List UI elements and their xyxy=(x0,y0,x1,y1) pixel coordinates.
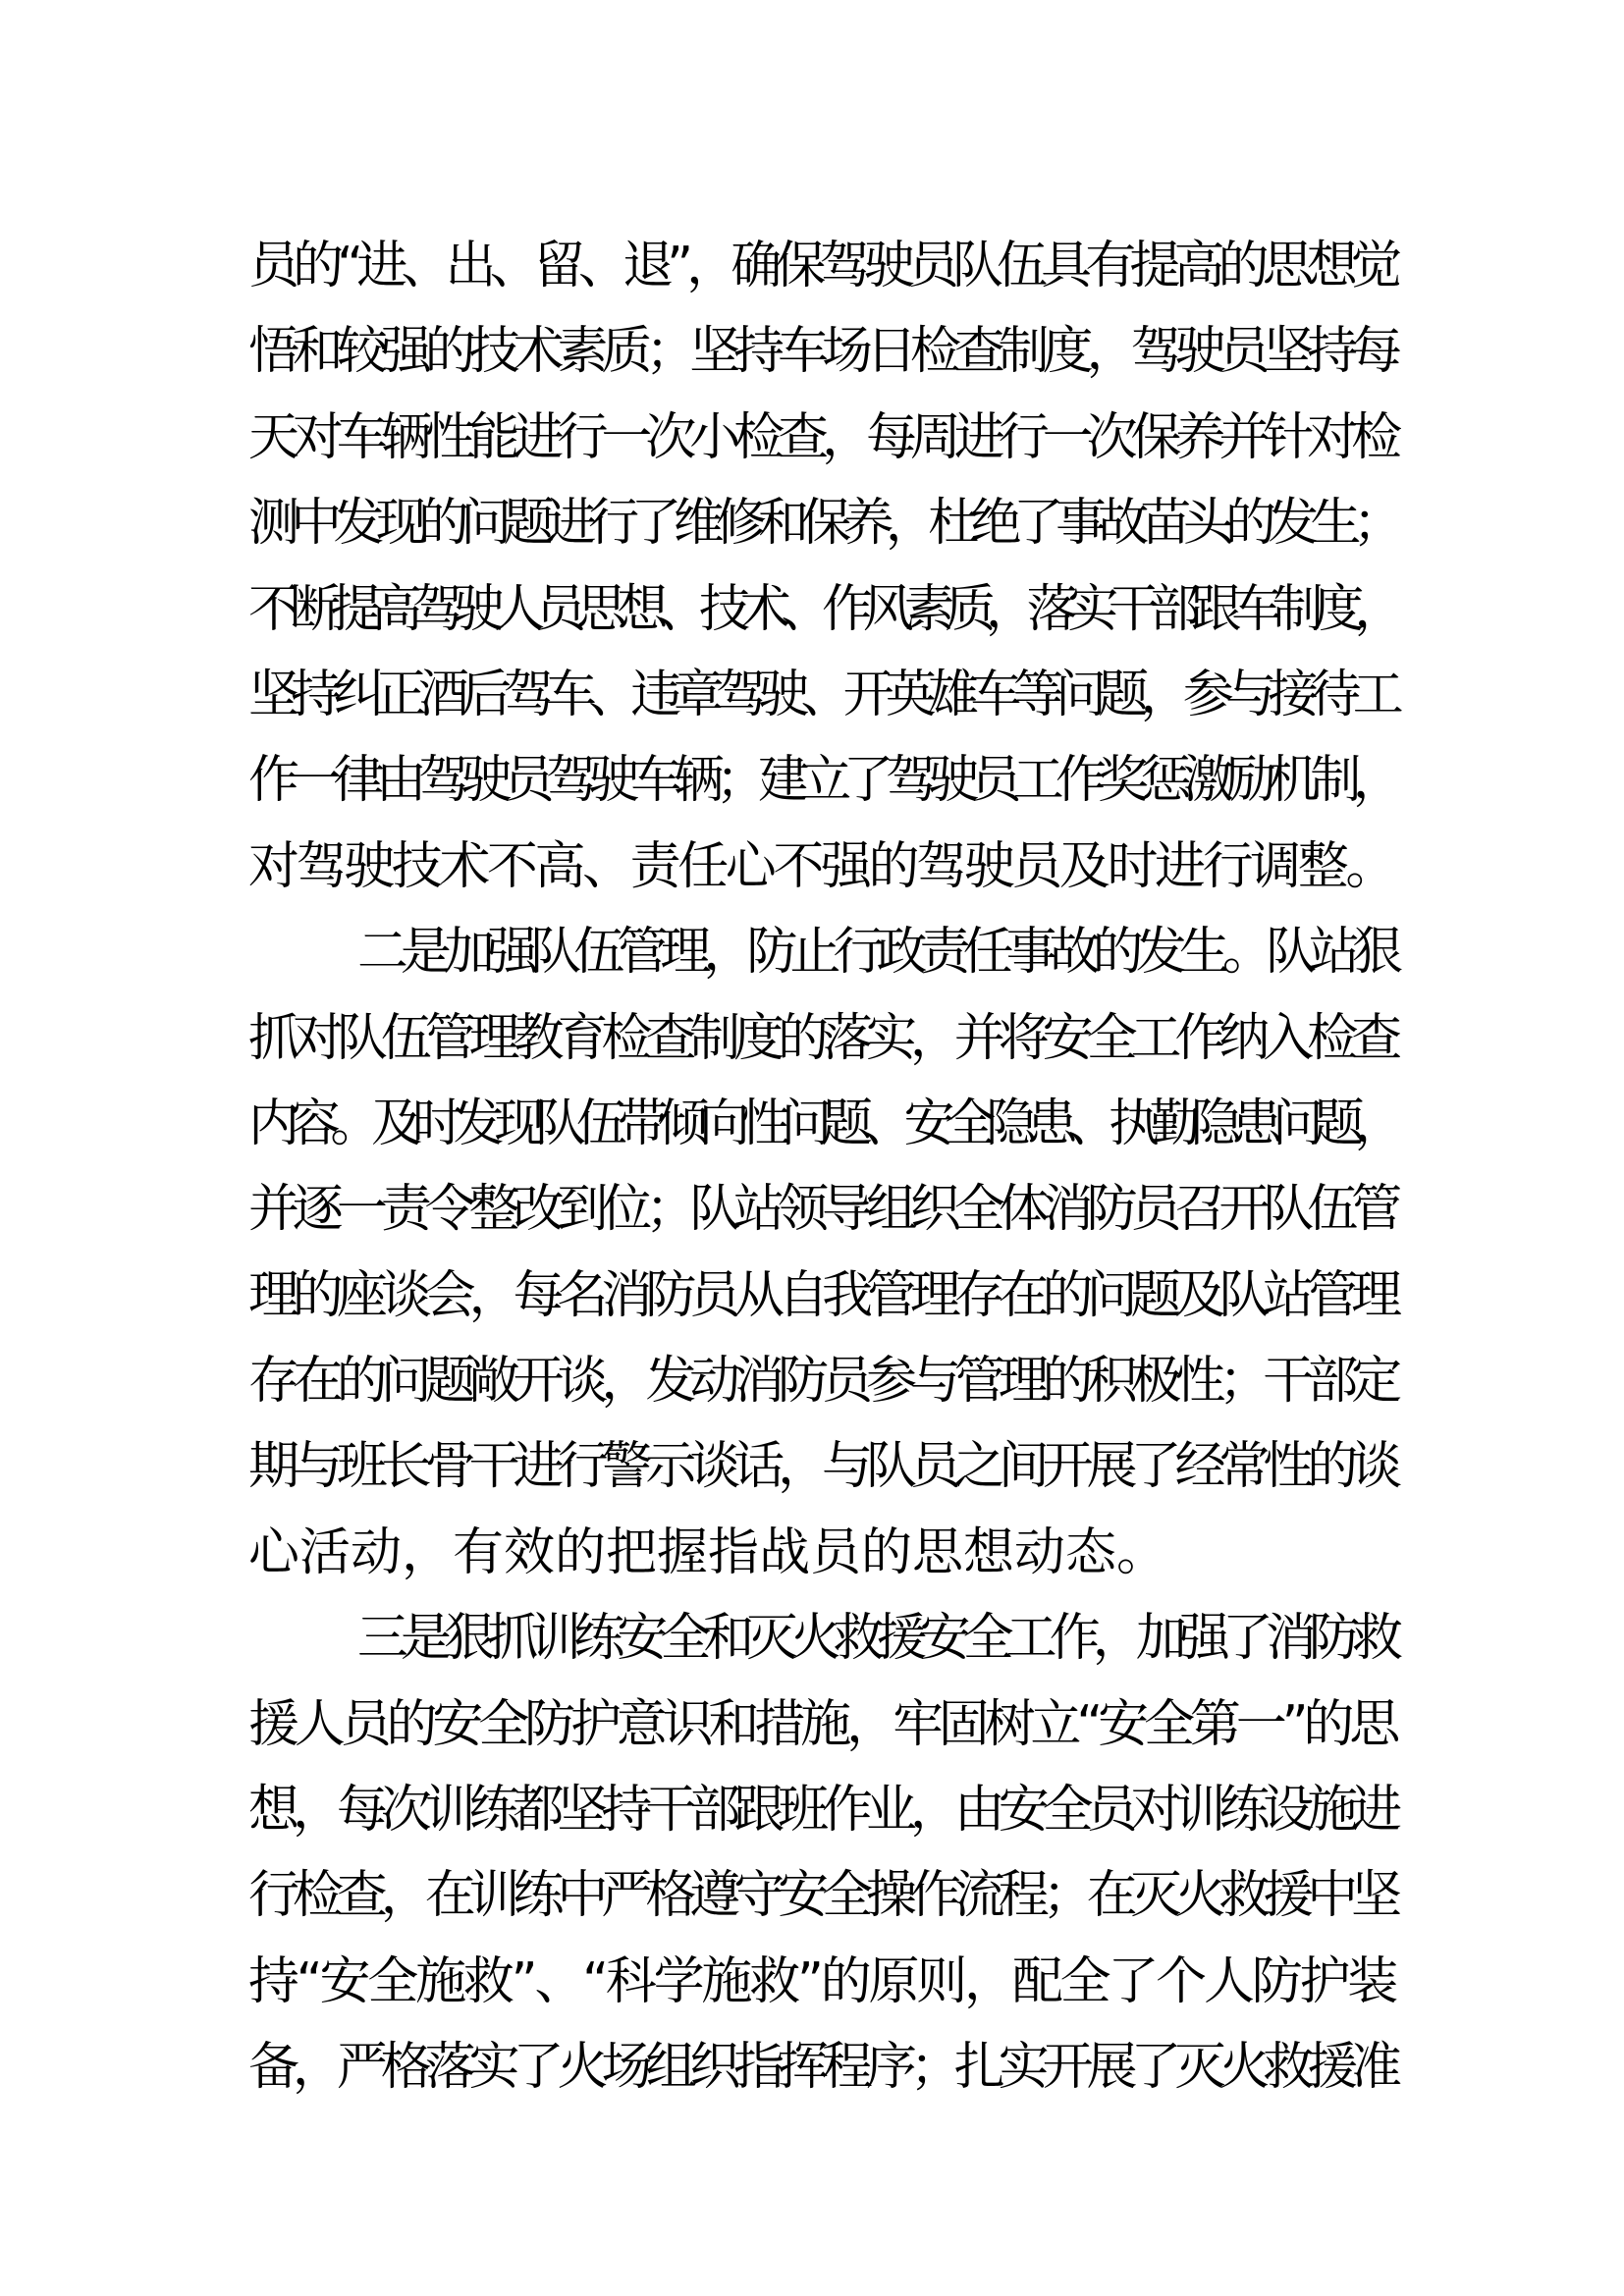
paragraph-1-line: 对驾驶技术不高、责任心不强的驾驶员及时进行调整。 xyxy=(248,836,1393,896)
paragraph-1-line: 天对车辆性能进行一次小检查，每周进行一次保养并针对检 xyxy=(248,407,1395,467)
paragraph-3-line: 备，严格落实了火场组织指挥程序；扎实开展了灭火救援准 xyxy=(248,2038,1395,2098)
paragraph-1-line: 测中发现的问题进行了维修和保养，杜绝了事故苗头的发生； xyxy=(248,494,1395,554)
paragraph-1-line: 员的“进、出、留、退”，确保驾驶员队伍具有提高的思想觉 xyxy=(248,237,1395,295)
document-body xyxy=(248,224,1395,2111)
paragraph-1-line: 悟和较强的技术素质；坚持车场日检查制度，驾驶员坚持每 xyxy=(248,322,1395,382)
paragraph-1-line: 不断提高驾驶人员思想、技术、作风素质，落实干部跟车制度， xyxy=(248,579,1395,639)
paragraph-2-line: 心活动，有效的把握指战员的思想动态。 xyxy=(248,1522,1168,1582)
paragraph-2-line: 期与班长骨干进行警示谈话，与队员之间开展了经常性的谈 xyxy=(248,1437,1395,1497)
paragraph-3-line: 三是狠抓训练安全和灭火救援安全工作，加强了消防救 xyxy=(357,1609,1395,1669)
paragraph-1-line: 作一律由驾驶员驾驶车辆；建立了驾驶员工作奖惩激励机制， xyxy=(248,751,1395,811)
paragraph-1-line: 坚持纠正酒后驾车、违章驾驶、开英雄车等问题，参与接待工 xyxy=(248,665,1395,724)
paragraph-3-line: 持“安全施救”、“科学施救”的原则，配全了个人防护装 xyxy=(248,1951,1395,2011)
paragraph-2-line: 并逐一责令整改到位；队站领导组织全体消防员召开队伍管 xyxy=(248,1180,1395,1240)
paragraph-2-line: 存在的问题敞开谈，发动消防员参与管理的积极性；干部定 xyxy=(248,1352,1395,1412)
paragraph-2-line: 抓对队伍管理教育检查制度的落实，并将安全工作纳入检查 xyxy=(248,1008,1395,1068)
paragraph-2-line: 二是加强队伍管理，防止行政责任事故的发生。队站狠 xyxy=(357,923,1395,983)
paragraph-3-line: 援人员的安全防护意识和措施，牢固树立“安全第一”的思 xyxy=(248,1694,1395,1754)
paragraph-3-line: 行检查，在训练中严格遵守安全操作流程；在灭火救援中坚 xyxy=(248,1866,1395,1926)
paragraph-3-line: 想，每次训练都坚持干部跟班作业，由安全员对训练设施进 xyxy=(248,1781,1395,1841)
paragraph-2-line: 理的座谈会，每名消防员从自我管理存在的问题及队站管理 xyxy=(248,1265,1395,1325)
paragraph-2-line: 内容。及时发现队伍带倾向性问题、安全隐患、执勤隐患问题， xyxy=(248,1094,1395,1153)
